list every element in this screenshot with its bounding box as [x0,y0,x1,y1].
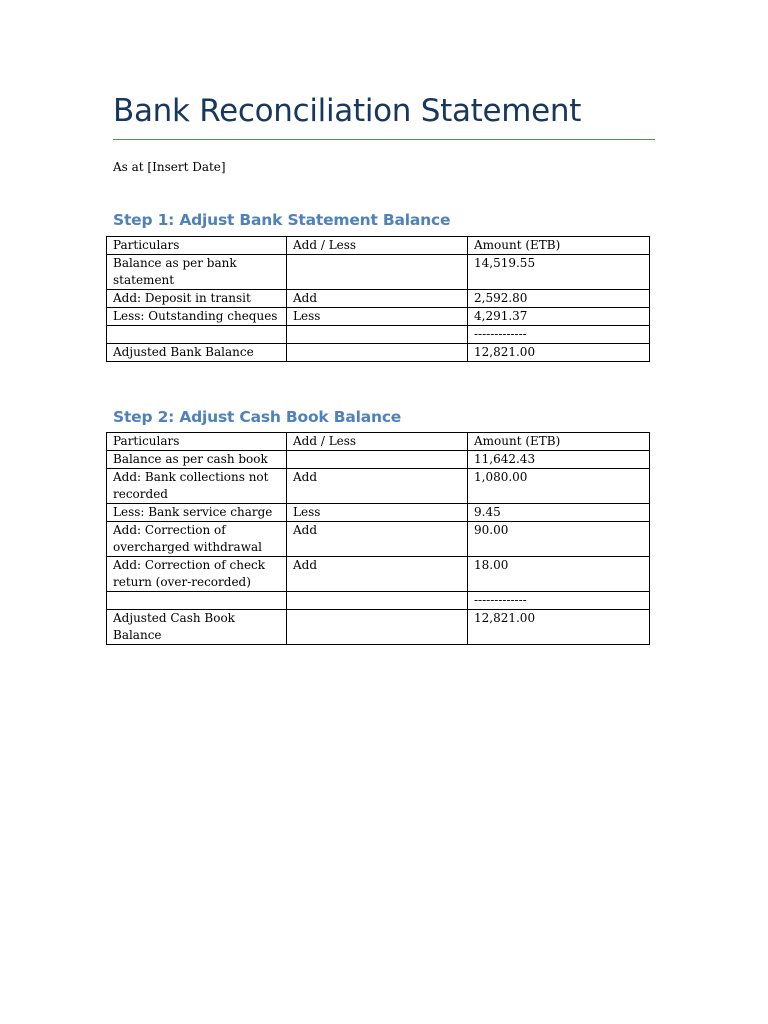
add-less-cell [287,592,468,610]
particulars-cell: Adjusted Bank Balance [107,344,287,362]
table-header-row [107,433,650,451]
table-row [107,451,650,469]
column-header: Amount (ETB) [468,433,650,451]
add-less-cell: Add [287,469,468,504]
column-header: Particulars [107,433,287,451]
table-row [107,308,650,326]
amount-cell: 4,291.37 [468,308,650,326]
amount-cell: 11,642.43 [468,451,650,469]
particulars-cell: Adjusted Cash Book Balance [107,610,287,645]
add-less-cell: Add [287,522,468,557]
add-less-cell [287,610,468,645]
particulars-cell [107,326,287,344]
particulars-cell: Balance as per cash book [107,451,287,469]
table-row [107,326,650,344]
amount-cell: 14,519.55 [468,255,650,290]
amount-cell: 90.00 [468,522,650,557]
amount-cell: 2,592.80 [468,290,650,308]
table-row [107,522,650,557]
particulars-cell: Less: Bank service charge [107,504,287,522]
table-header-row [107,237,650,255]
amount-cell: 12,821.00 [468,610,650,645]
add-less-cell: Less [287,308,468,326]
particulars-cell: Add: Correction of overcharged withdrawal [107,522,287,557]
amount-cell: ------------- [468,326,650,344]
document-title: Bank Reconciliation Statement [113,93,582,129]
add-less-cell: Less [287,504,468,522]
particulars-cell: Balance as per bank statement [107,255,287,290]
table-row [107,592,650,610]
add-less-cell [287,344,468,362]
particulars-cell: Less: Outstanding cheques [107,308,287,326]
step1-heading: Step 1: Adjust Bank Statement Balance [113,211,451,229]
amount-cell: ------------- [468,592,650,610]
add-less-cell: Add [287,557,468,592]
particulars-cell: Add: Bank collections not recorded [107,469,287,504]
table-row [107,469,650,504]
add-less-cell [287,326,468,344]
add-less-cell [287,451,468,469]
table-row [107,255,650,290]
amount-cell: 18.00 [468,557,650,592]
step2-heading: Step 2: Adjust Cash Book Balance [113,408,402,426]
table-row [107,504,650,522]
amount-cell: 1,080.00 [468,469,650,504]
add-less-cell [287,255,468,290]
add-less-cell: Add [287,290,468,308]
table-row [107,344,650,362]
particulars-cell: Add: Correction of check return (over-recorded) [107,557,287,592]
date-line: As at [Insert Date] [113,160,226,174]
amount-cell: 12,821.00 [468,344,650,362]
amount-cell: 9.45 [468,504,650,522]
step2-table [106,432,650,645]
column-header: Add / Less [287,433,468,451]
step1-table [106,236,650,362]
table-row [107,290,650,308]
particulars-cell: Add: Deposit in transit [107,290,287,308]
table-row [107,610,650,645]
particulars-cell [107,592,287,610]
table-row [107,557,650,592]
column-header: Amount (ETB) [468,237,650,255]
column-header: Particulars [107,237,287,255]
title-underline [113,139,655,140]
column-header: Add / Less [287,237,468,255]
